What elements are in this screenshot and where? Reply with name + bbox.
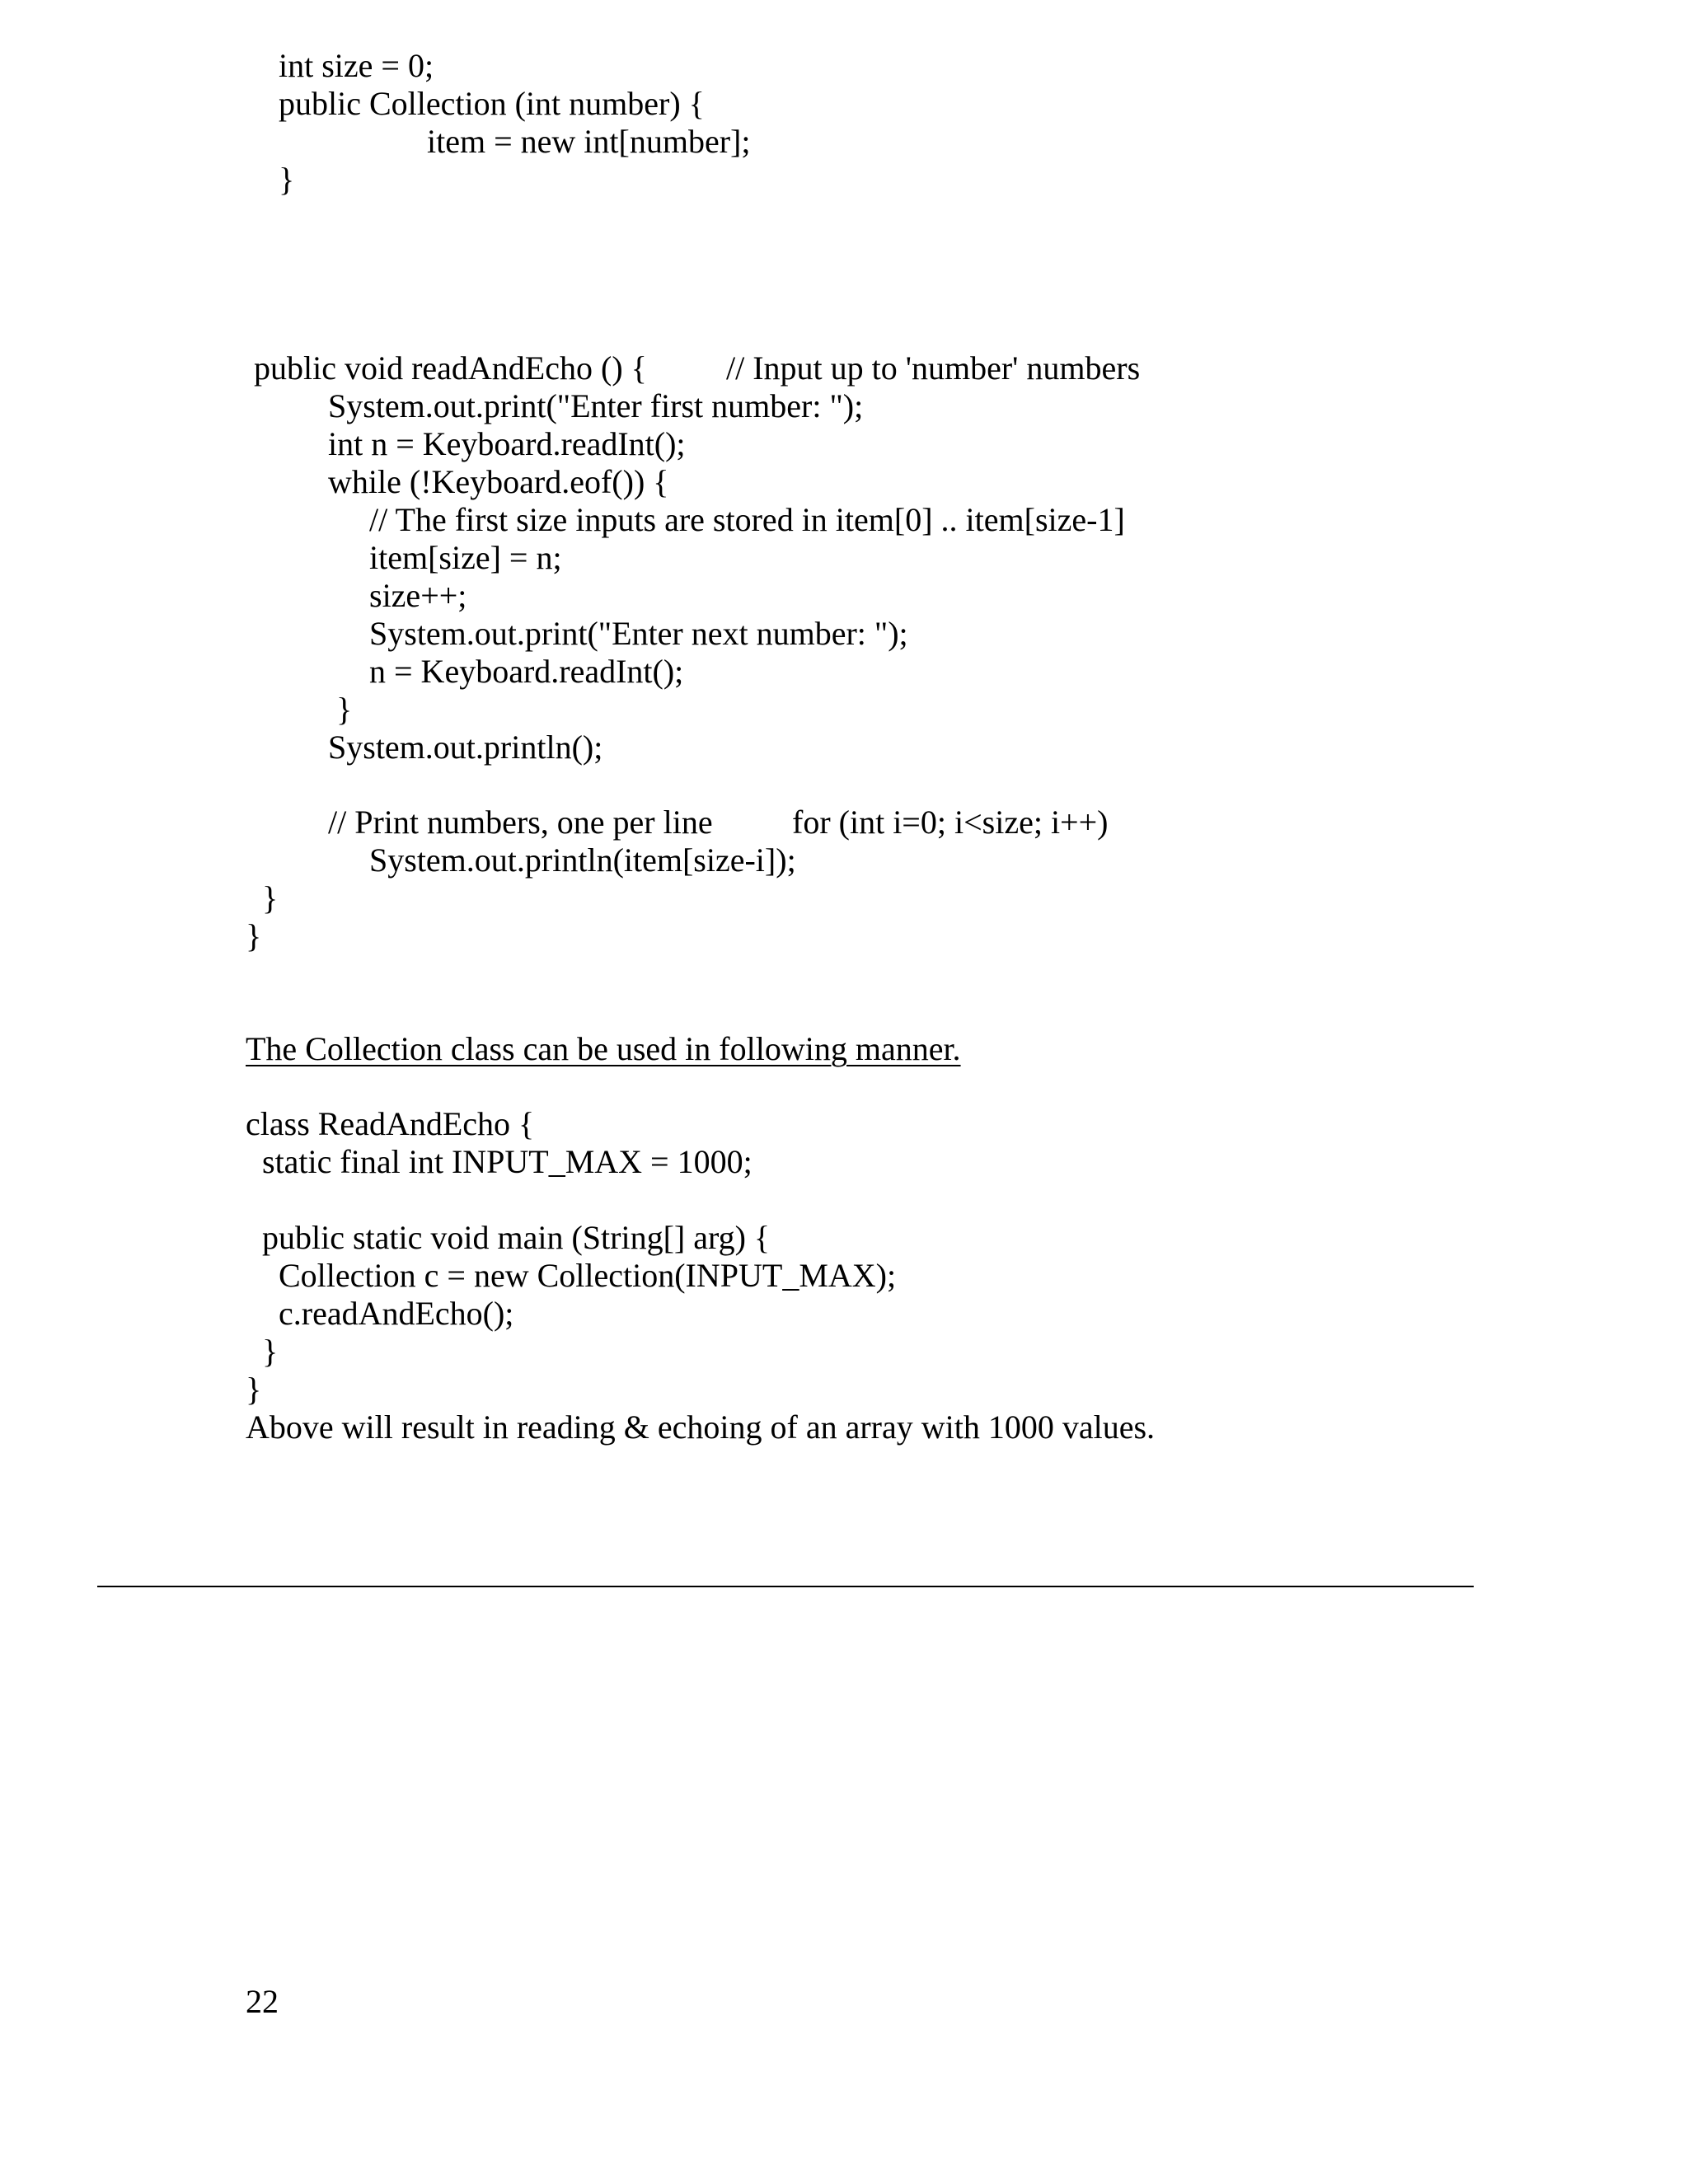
code-line: for (int i=0; i<size; i++) bbox=[792, 804, 1109, 841]
code-line: } bbox=[279, 161, 295, 198]
code-line: public Collection (int number) { bbox=[279, 85, 705, 122]
horizontal-rule bbox=[97, 1586, 1474, 1587]
code-line: static final int INPUT_MAX = 1000; bbox=[262, 1143, 753, 1180]
code-line: Collection c = new Collection(INPUT_MAX); bbox=[279, 1257, 897, 1294]
code-line: System.out.print("Enter first number: "); bbox=[328, 387, 864, 424]
code-line: c.readAndEcho(); bbox=[279, 1295, 514, 1332]
code-line: } bbox=[246, 917, 262, 954]
code-comment: // Input up to 'number' numbers bbox=[726, 349, 1141, 387]
page-number: 22 bbox=[246, 1983, 279, 2020]
code-line: System.out.println(); bbox=[328, 729, 603, 766]
code-line: item[size] = n; bbox=[369, 539, 562, 576]
code-line: public static void main (String[] arg) { bbox=[262, 1219, 771, 1256]
code-line: size++; bbox=[369, 577, 467, 614]
code-line: System.out.print("Enter next number: "); bbox=[369, 615, 908, 652]
summary-text: Above will result in reading & echoing of an array with 1000 values. bbox=[246, 1408, 1156, 1446]
code-line: n = Keyboard.readInt(); bbox=[369, 653, 684, 690]
code-line: int n = Keyboard.readInt(); bbox=[328, 425, 686, 462]
section-heading: The Collection class can be used in following manner. bbox=[246, 1030, 961, 1067]
method-signature: public void readAndEcho () { bbox=[254, 349, 647, 387]
code-line: item = new int[number]; bbox=[427, 123, 751, 160]
code-comment: // Print numbers, one per line bbox=[328, 804, 713, 841]
code-line: System.out.println(item[size-i]); bbox=[369, 841, 796, 879]
code-line: while (!Keyboard.eof()) { bbox=[328, 463, 669, 500]
code-comment: // The first size inputs are stored in item[0] .. item[size-1] bbox=[369, 501, 1125, 538]
code-line: int size = 0; bbox=[279, 47, 434, 84]
code-line: } bbox=[262, 879, 279, 916]
code-line: } bbox=[246, 1371, 262, 1408]
code-line: } bbox=[336, 691, 353, 728]
code-line: class ReadAndEcho { bbox=[246, 1105, 535, 1142]
code-line: } bbox=[262, 1333, 279, 1370]
